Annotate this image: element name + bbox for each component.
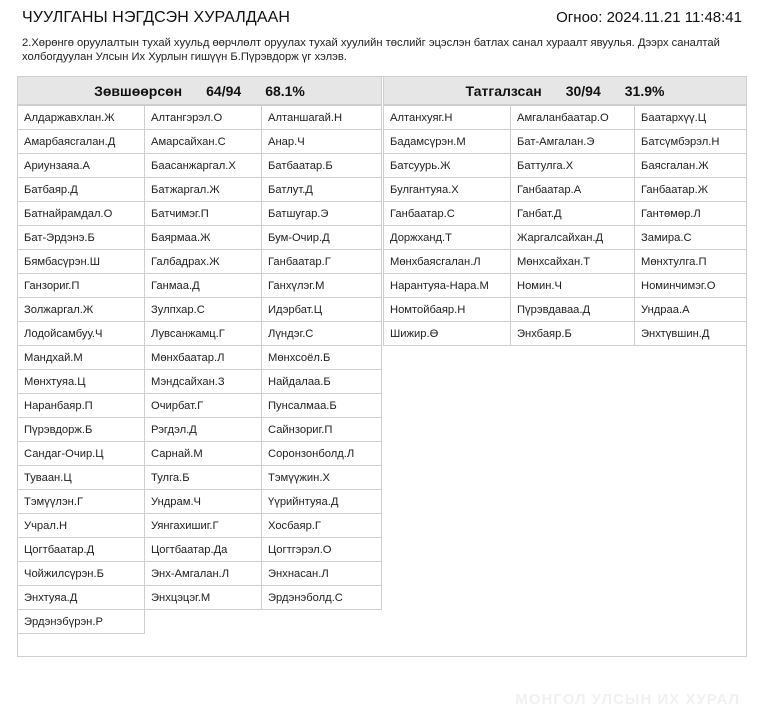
member-name-cell: Мандхай.М [17,345,145,370]
member-name-cell: Мэндсайхан.З [144,369,262,394]
member-name-cell: Доржханд.Т [383,225,511,250]
member-name-cell: Ганмаа.Д [144,273,262,298]
member-name-cell: Батсуурь.Ж [383,153,511,178]
member-name-cell: Эрдэнэболд.С [261,585,382,610]
member-name-cell: Мөнхсоёл.Б [261,345,382,370]
member-name-cell: Ариунзаяа.А [17,153,145,178]
vote-description: 2.Хөрөнгө оруулалтын тухай хуульд өөрчлөлт оруулах тухай хуулийн төслийг эцэслэн батлах санал хураалт явуулья. Дээрх саналтай холбогдуулан Улсын Их Хурлын гишүүн Б.Пүрэвдорж үг хэлэв. [22,37,720,63]
member-name-cell: Ганбат.Д [510,201,635,226]
member-name-cell: Алдаржавхлан.Ж [17,105,145,130]
member-name-cell: Номтойбаяр.Н [383,297,511,322]
member-name-cell: Ганбаатар.Ж [634,177,747,202]
rejected-names-grid [383,105,747,346]
member-name-cell: Ганхүлэг.М [261,273,382,298]
member-name-cell: Гантөмөр.Л [634,201,747,226]
approved-count: 64/94 [206,82,242,99]
member-name-cell: Шижир.Ө [383,321,511,346]
member-name-cell: Булгантуяа.Х [383,177,511,202]
member-name-cell: Энхтүвшин.Д [634,321,747,346]
member-name-cell: Номин.Ч [510,273,635,298]
member-name-cell: Алтангэрэл.О [144,105,262,130]
member-name-cell: Анар.Ч [261,129,382,154]
member-name-cell: Бат-Амгалан.Э [510,129,635,154]
member-name-cell: Батбаяр.Д [17,177,145,202]
member-name-cell: Батшугар.Э [261,201,382,226]
rejected-label: Татгалзсан [465,82,542,99]
member-name-cell: Найдалаа.Б [261,369,382,394]
member-name-cell: Нарантуяа-Нара.М [383,273,511,298]
member-name-cell: Батнайрамдал.О [17,201,145,226]
member-name-cell: Алтанхуяг.Н [383,105,511,130]
member-name-cell: Баттулга.Х [510,153,635,178]
member-name-cell: Номинчимэг.О [634,273,747,298]
member-name-cell: Эрдэнэбүрэн.Р [17,609,145,634]
member-name-cell: Цогтбаатар.Д [17,537,145,562]
member-name-cell: Рэгдэл.Д [144,417,262,442]
member-name-cell: Сайнзориг.П [261,417,382,442]
member-name-cell: Учрал.Н [17,513,145,538]
member-name-cell: Замира.С [634,225,747,250]
approved-names-grid [17,105,382,634]
member-name-cell: Бат-Эрдэнэ.Б [17,225,145,250]
member-name-cell: Сандаг-Очир.Ц [17,441,145,466]
member-name-cell: Тэмүүжин.Х [261,465,382,490]
member-name-cell: Алтаншагай.Н [261,105,382,130]
member-name-cell: Наранбаяр.П [17,393,145,418]
page-title: ЧУУЛГАНЫ НЭГДСЭН ХУРАЛДААН [22,9,291,26]
member-name-cell: Пүрэвдаваа.Д [510,297,635,322]
member-name-cell: Баасанжаргал.Х [144,153,262,178]
member-name-cell: Батбаатар.Б [261,153,382,178]
member-name-cell: Баатархүү.Ц [634,105,747,130]
member-name-cell: Батжаргал.Ж [144,177,262,202]
member-name-cell: Пүрэвдорж.Б [17,417,145,442]
member-name-cell: Мөнхбаатар.Л [144,345,262,370]
member-name-cell: Энхнасан.Л [261,561,382,586]
member-name-cell: Цогтгэрэл.О [261,537,382,562]
member-name-cell: Очирбат.Г [144,393,262,418]
member-name-cell: Амарбаясгалан.Д [17,129,145,154]
member-name-cell: Бадамсүрэн.М [383,129,511,154]
member-name-cell: Ганбаатар.А [510,177,635,202]
member-name-cell: Лүндэг.С [261,321,382,346]
member-name-cell: Хосбаяр.Г [261,513,382,538]
member-name-cell: Ганбаатар.Г [261,249,382,274]
member-name-cell: Цогтбаатар.Да [144,537,262,562]
session-date: Огноо: 2024.11.21 11:48:41 [556,9,742,26]
member-name-cell: Батлут.Д [261,177,382,202]
approved-header [17,76,382,105]
approved-label: Зөвшөөрсөн [94,82,183,99]
approved-column [17,76,382,634]
member-name-cell: Лувсанжамц.Г [144,321,262,346]
member-name-cell: Зулпхар.С [144,297,262,322]
member-name-cell: Уянгахишиг.Г [144,513,262,538]
member-name-cell: Ундраа.А [634,297,747,322]
member-name-cell: Сарнай.М [144,441,262,466]
member-name-cell: Мөнхсайхан.Т [510,249,635,274]
member-name-cell: Идэрбат.Ц [261,297,382,322]
member-name-cell: Энхцэцэг.М [144,585,262,610]
member-name-cell: Мөнхтулга.П [634,249,747,274]
member-name-cell: Энхтуяа.Д [17,585,145,610]
member-name-cell: Тулга.Б [144,465,262,490]
member-name-cell: Амарсайхан.С [144,129,262,154]
member-name-cell: Батсүмбэрэл.Н [634,129,747,154]
member-name-cell: Лодойсамбуу.Ч [17,321,145,346]
member-name-cell: Ганбаатар.С [383,201,511,226]
member-name-cell: Амгаланбаатар.О [510,105,635,130]
member-name-cell: Галбадрах.Ж [144,249,262,274]
member-name-cell: Пунсалмаа.Б [261,393,382,418]
member-name-cell: Соронзонболд.Л [261,441,382,466]
member-name-cell: Тэмүүлэн.Г [17,489,145,514]
watermark-logo-text: МОНГОЛ УЛСЫН ИХ ХУРАЛ [515,691,740,708]
member-name-cell: Мөнхбаясгалан.Л [383,249,511,274]
member-name-cell: Туваан.Ц [17,465,145,490]
member-name-cell: Бум-Очир.Д [261,225,382,250]
approved-percent: 68.1% [265,82,305,99]
member-name-cell: Золжаргал.Ж [17,297,145,322]
member-name-cell: Энхбаяр.Б [510,321,635,346]
member-name-cell: Бямбасүрэн.Ш [17,249,145,274]
member-name-cell: Жаргалсайхан.Д [510,225,635,250]
member-name-cell: Баярмаа.Ж [144,225,262,250]
member-name-cell: Үүрийнтуяа.Д [261,489,382,514]
rejected-percent: 31.9% [624,82,665,99]
member-name-cell: Баясгалан.Ж [634,153,747,178]
rejected-count: 30/94 [565,82,601,99]
member-name-cell: Чойжилсүрэн.Б [17,561,145,586]
rejected-column [383,76,747,346]
member-name-cell: Энх-Амгалан.Л [144,561,262,586]
rejected-header [383,76,747,105]
member-name-cell: Мөнхтуяа.Ц [17,369,145,394]
member-name-cell: Ганзориг.П [17,273,145,298]
member-name-cell: Ундрам.Ч [144,489,262,514]
member-name-cell: Батчимэг.П [144,201,262,226]
